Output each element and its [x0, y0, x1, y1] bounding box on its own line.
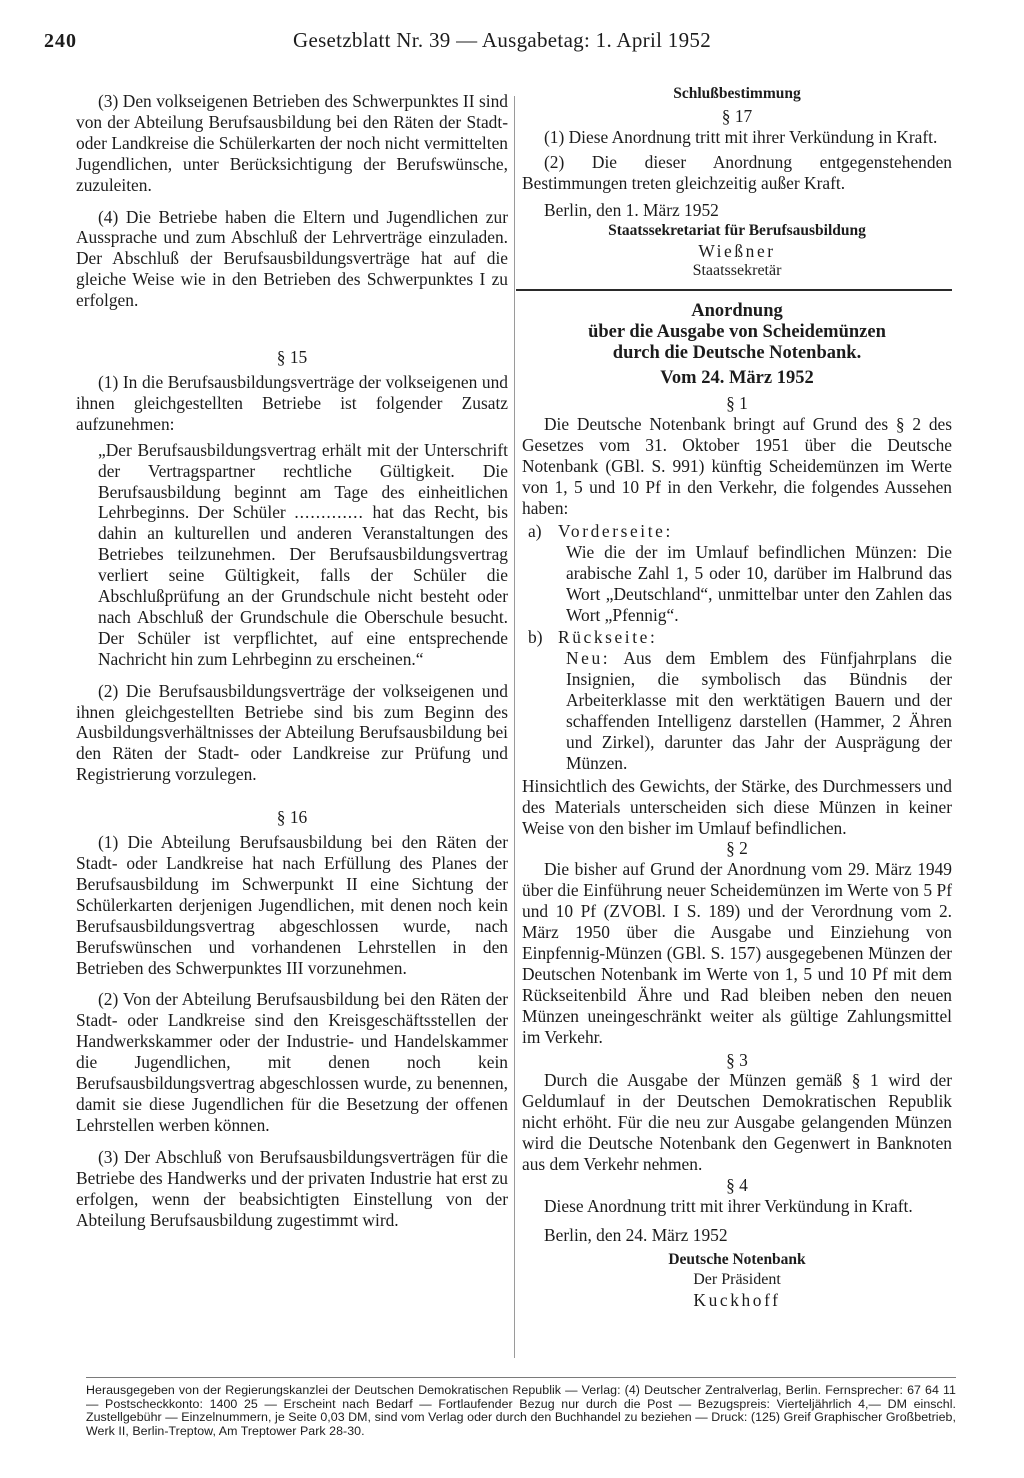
ordinance-title-line-2: über die Ausgabe von Scheidemünzen: [588, 322, 886, 343]
page-number: 240: [44, 30, 77, 52]
list-title-a: Vorderseite:: [558, 520, 673, 541]
paragraph-1-intro: Die Deutsche Notenbank bringt auf Grund des § 2 des Gesetzes vom 31. Oktober 1951 über die Deutsche Notenbank (GBl. S. 991) künftig Scheidemünzen im Werte von 1, 5 und 10 Pf in den Verkehr, die folgendes Aussehen haben:: [522, 414, 952, 518]
section-16-heading: § 16: [276, 807, 308, 828]
list-label-a: a): [528, 520, 542, 541]
list-text-b-body: Aus dem Emblem des Fünfjahrplans die Insignien, die symbolisch das Bündnis der Arbeiterklasse mit den werktätigen Bauern und der schaffenden Intelligenz darstellen (Hammer, 2 Ähren und Zirkel), darunter das Jahr der Ausprägung der Münzen.: [566, 648, 953, 773]
section-separator: [516, 289, 952, 291]
final-provision-heading: Schlußbestimmung: [673, 85, 801, 102]
signature-date-1: Berlin, den 1. März 1952: [544, 199, 719, 220]
paragraph-16-3: (3) Der Abschluß von Berufsausbildungsverträgen für die Betriebe des Handwerks und der privaten Industrie hat erst zu erfolgen, wenn der beabsichtigten Einstellung von der Abteilung Berufsausbildung zugestimmt wird.: [76, 1146, 508, 1230]
list-item-b: [522, 627, 952, 648]
list-item-a: [522, 521, 952, 542]
section-1-heading: § 1: [726, 393, 748, 414]
paragraph-17-2: (2) Die dieser Anordnung entgegenstehenden Bestimmungen treten gleichzeitig außer Kraft.: [522, 151, 952, 193]
quote-dots: .............: [294, 502, 364, 523]
quote-part-a: „Der Berufsausbildungsvertrag erhält mit der Unterschrift der Vertragspartner rechtliche Gültigkeit. Die Berufsausbildung beginnt am Tage des einheitlichen Lehrbeginns. Der Schüler: [98, 439, 508, 523]
paragraph-14-4: (4) Die Betriebe haben die Eltern und Jugendlichen zur Aussprache und zum Abschluß der Lehrverträge einzuladen. Der Abschluß der Berufsausbildungsverträge hat auf die gleiche Weise wie in den Betrieben des Schwerpunktes I zu erfolgen.: [76, 206, 508, 311]
signature-org-2: Deutsche Notenbank: [668, 1250, 806, 1268]
signature-date-2: Berlin, den 24. März 1952: [544, 1224, 728, 1245]
right-column: [522, 84, 952, 1311]
signature-name-2: Kuckhoff: [693, 1289, 781, 1310]
list-title-b: Rückseite:: [558, 627, 658, 648]
section-2-heading: § 2: [726, 838, 748, 859]
column-divider: [514, 96, 515, 1358]
section-17-heading: § 17: [721, 106, 753, 126]
page-header: [0, 0, 1024, 70]
imprint-footer: Herausgegeben von der Regierungskanzlei der Deutschen Demokratischen Republik — Verlag: (4) Deutscher Zentralverlag, Berlin. Fernsprecher: 67 64 11 — Postscheckkonto: 1400 25 — Erscheint nach Bedarf — Fortlaufender Bezug nur durch die Post — Bezugspreis: Vierteljährlich 4,— DM einschl. Zustellgebühr — Einzelnummern, je Seite 0,03 DM, sind vom Verlag oder durch den Buchhandel zu beziehen — Druck: (125) Greif Graphischer Großbetrieb, Werk II, Berlin-Treptow, Am Treptower Park 28-30.: [86, 1383, 956, 1439]
section-3-heading: § 3: [726, 1049, 748, 1070]
paragraph-3: Durch die Ausgabe der Münzen gemäß § 1 wird der Geldumlauf in der Deutschen Demokratischen Republik nicht erhöht. Für die neu zur Ausgabe gelangenden Münzen wird die Deutsche Notenbank den Gegenwert in Banknoten aus dem Verkehr nehmen.: [522, 1070, 952, 1175]
running-title: Gesetzblatt Nr. 39 — Ausgabetag: 1. April 1952: [293, 28, 711, 52]
signature-name-1: Wießner: [698, 240, 776, 261]
signature-role-2: Der Präsident: [693, 1270, 781, 1288]
section-15-heading: § 15: [276, 347, 308, 368]
list-neu-label: Neu:: [566, 648, 611, 669]
paragraph-15-1: (1) In die Berufsausbildungsverträge der volkseigenen und ihnen gleichgestellten Betriebe ist folgender Zusatz aufzunehmen:: [76, 371, 508, 434]
paragraph-15-2: (2) Die Berufsausbildungsverträge der volkseigenen und ihnen gleichgestellten Betriebe sind bis zum Beginn des Ausbildungsverhältnisses der Abteilung Berufsausbildung bei den Räten der Stadt- oder Landkreise zur Prüfung und Registrierung vorzulegen.: [76, 680, 508, 785]
quote-clause: [76, 440, 508, 670]
signature-title-1: Staatssekretär: [692, 262, 782, 280]
list-text-a: Wie die der im Umlauf befindlichen Münzen: Die arabische Zahl 1, 5 oder 10, darüber im Halbrund das Wort „Deutschland“, unmittelbar unter den Zahlen das Wort „Pfennig“.: [566, 541, 952, 625]
list-label-b: b): [528, 627, 543, 648]
paragraph-17-1: (1) Diese Anordnung tritt mit ihrer Verkündung in Kraft.: [544, 126, 938, 147]
list-text-b: [522, 648, 952, 773]
ordinance-title-line-3: durch die Deutsche Notenbank.: [612, 343, 862, 364]
ordinance-title-line-1: Anordnung: [691, 301, 783, 322]
signature-org-1: Staatssekretariat für Berufsausbildung: [608, 221, 866, 239]
section-4-heading: § 4: [726, 1174, 748, 1195]
paragraph-16-1: (1) Die Abteilung Berufsausbildung bei den Räten der Stadt- oder Landkreise hat nach Erfüllung des Planes der Berufsausbildung im Schwerpunkt II eine Sichtung der Schülerkarten derjenigen Jugendlichen, mit denen noch kein Berufsausbildungsvertrag abgeschlossen wurde, nach Berufswünschen und vorhandenen Lehrstellen in den Betrieben des Schwerpunktes III vorzunehmen.: [76, 832, 508, 978]
paragraph-16-2: (2) Von der Abteilung Berufsausbildung bei den Räten der Stadt- oder Landkreise sind den Kreisgeschäftsstellen der Handwerkskammer oder der Industrie- und Handelskammer die Jugendlichen, mit denen noch kein Berufsausbildungsvertrag abgeschlossen wurde, zu benennen, damit sie diese Jugendlichen für die Besetzung der offenen Lehrstellen werben können.: [76, 989, 508, 1135]
quote-part-b: hat das Recht, bis dahin an kulturellen und anderen Veranstaltungen des Betriebes teilzunehmen. Der Berufsausbildungsvertrag verliert seine Gültigkeit, falls der Schüler die Abschlußprüfung an der Grundschule nicht besteht oder nach Abschluß der Grundschule die Oberschule besucht. Der Schüler ist verpflichtet, auf eine entsprechende Nachricht hin zum Lehrbeginn zu erscheinen.“: [98, 502, 508, 669]
footer-rule: [86, 1377, 956, 1378]
paragraph-2: Die bisher auf Grund der Anordnung vom 29. März 1949 über die Einführung neuer Scheidemünzen im Werte von 5 Pf und 10 Pf (ZVOBl. I S. 189) und der Verordnung vom 2. März 1950 über die Ausgabe und Einziehung von Einpfennig-Münzen (GBl. S. 157) ausgegebenen Münzen der Deutschen Notenbank im Werte von 1, 5 und 10 Pf mit dem Rückseitenbild Ähre und Rad bleiben neben den neuen Münzen uneingeschränkt weiter als gültige Zahlungsmittel im Verkehr.: [522, 859, 952, 1047]
paragraph-1-tail: Hinsichtlich des Gewichts, der Stärke, des Durchmessers und des Materials unterscheiden sich diese Münzen in keiner Weise von den bisher im Umlauf befindlichen.: [522, 775, 952, 838]
left-column: [76, 84, 508, 1230]
paragraph-14-3: (3) Den volkseigenen Betrieben des Schwerpunktes II sind von der Abteilung Berufsausbildung bei den Räten der Stadt- oder Landkreise die Schülerkarten der noch nicht vermittelten Jugendlichen, unter Berücksichtigung der Berufswünsche, zuzuleiten.: [76, 91, 508, 195]
ordinance-date: Vom 24. März 1952: [660, 368, 814, 389]
paragraph-4: Diese Anordnung tritt mit ihrer Verkündung in Kraft.: [544, 1195, 913, 1216]
